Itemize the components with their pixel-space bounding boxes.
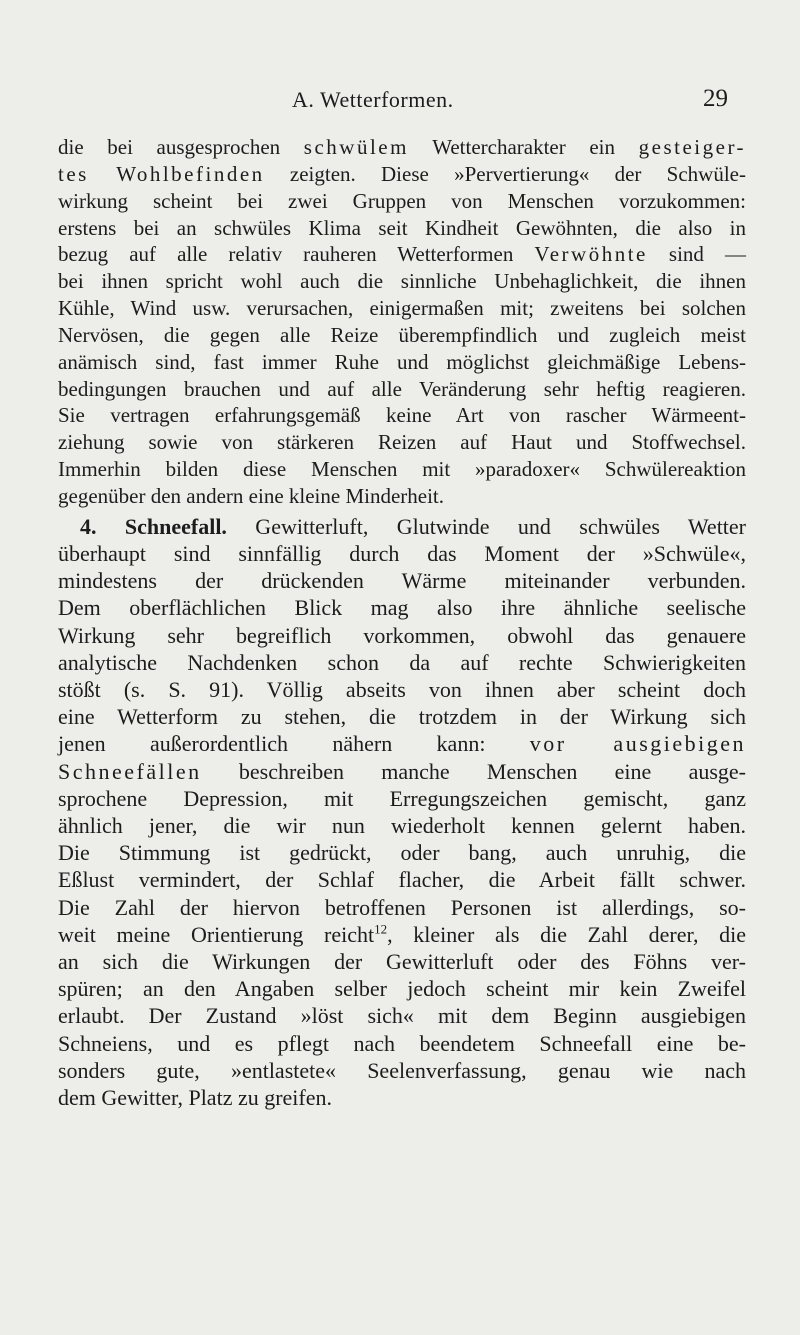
text-line: gegenüber den andern eine kleine Minderheit.	[58, 483, 445, 508]
text-line: bezug auf alle relativ rauheren Wetterformen Verwöhnte sind —	[58, 242, 746, 267]
paragraph-1	[58, 134, 746, 510]
text-line: eine Wetterform zu stehen, die trotzdem in der Wirkung sich	[58, 704, 746, 730]
text-line: sprochene Depression, mit Erregungszeichen gemischt, ganz	[58, 785, 746, 811]
text-line: spüren; an den Angaben selber jedoch scheint mir kein Zweifel	[58, 976, 746, 1002]
section-number: 4.	[80, 513, 97, 539]
spaced-emphasis: tes Wohlbefinden	[58, 161, 265, 186]
running-head	[0, 87, 800, 121]
text-line: anämisch sind, fast immer Ruhe und möglichst gleichmäßige Lebens-	[58, 349, 746, 374]
text-line: jenen außerordentlich nähern kann: vor ausgiebigen	[58, 731, 747, 757]
text-line: 4. Schneefall. Gewitterluft, Glutwinde und schwüles Wetter	[80, 513, 747, 539]
text-line: Die Zahl der hiervon betroffenen Personen ist allerdings, so-	[58, 894, 746, 920]
text-line: überhaupt sind sinnfällig durch das Moment der »Schwüle«,	[58, 541, 746, 567]
text-line: analytische Nachdenken schon da auf rechte Schwierigkeiten	[58, 649, 746, 675]
text-line: Schneefällen beschreiben manche Menschen eine ausge-	[58, 758, 746, 784]
spaced-emphasis: Schneefällen	[58, 758, 202, 784]
text-line: sonders gute, »entlastete« Seelenverfassung, genau wie nach	[58, 1057, 746, 1083]
text-line: erlaubt. Der Zustand »löst sich« mit dem Beginn ausgiebigen	[58, 1003, 746, 1029]
text-line: ziehung sowie von stärkeren Reizen auf Haut und Stoffwechsel.	[58, 430, 746, 455]
text-line: Die Stimmung ist gedrückt, oder bang, auch unruhig, die	[58, 840, 746, 866]
spaced-emphasis: schwülem	[303, 135, 409, 159]
text-line: Immerhin bilden diese Menschen mit »paradoxer« Schwülereaktion	[58, 457, 746, 482]
text-line: tes Wohlbefinden zeigten. Diese »Pervertierung« der Schwüle-	[58, 161, 746, 186]
text-line: weit meine Orientierung reicht$^{12}$, kleiner als die Zahl derer, die	[58, 921, 747, 947]
text-line: bedingungen brauchen und auf alle Veränderung sehr heftig reagieren.	[58, 376, 746, 401]
text-line: die bei ausgesprochen schwülem Wettercharakter ein gesteiger-	[58, 135, 747, 159]
spaced-emphasis: Verwöhnte	[534, 242, 648, 267]
text-line: dem Gewitter, Platz zu greifen.	[58, 1085, 333, 1111]
page-number: 29	[703, 85, 728, 112]
text-line: Eßlust vermindert, der Schlaf flacher, die Arbeit fällt schwer.	[58, 867, 746, 893]
text-line: erstens bei an schwüles Klima seit Kindheit Gewöhnten, die also in	[58, 215, 746, 240]
text-line: Nervösen, die gegen alle Reize überempfindlich und zugleich meist	[58, 322, 746, 347]
text-line: ähnlich jener, die wir nun wiederholt kennen gelernt haben.	[58, 813, 746, 839]
text-line: mindestens der drückenden Wärme miteinander verbunden.	[58, 568, 746, 594]
paragraph-2	[58, 513, 746, 1111]
spaced-emphasis: vor ausgiebigen	[529, 731, 747, 757]
text-line: an sich die Wirkungen der Gewitterluft oder des Föhns ver-	[58, 949, 746, 975]
text-line: stößt (s. S. 91). Völlig abseits von ihnen aber scheint doch	[58, 677, 746, 703]
text-line: Dem oberflächlichen Blick mag also ihre ähnliche seelische	[58, 595, 746, 621]
text-line: Schneiens, und es pflegt nach beendetem Schneefall eine be-	[58, 1030, 746, 1056]
section-heading: Schneefall.	[124, 513, 227, 539]
body-text	[58, 134, 746, 1111]
footnote-marker: 12	[374, 921, 388, 937]
text-line: bei ihnen spricht wohl auch die sinnliche Unbehaglichkeit, die ihnen	[58, 269, 746, 294]
text-line: wirkung scheint bei zwei Gruppen von Menschen vorzukommen:	[58, 188, 746, 213]
running-title: A. Wetterformen.	[292, 87, 454, 112]
text-line: Wirkung sehr begreiflich vorkommen, obwohl das genauere	[58, 622, 746, 648]
text-line: Kühle, Wind usw. verursachen, einigermaßen mit; zweitens bei solchen	[58, 296, 746, 321]
text-line: Sie vertragen erfahrungsgemäß keine Art von rascher Wärmeent-	[58, 403, 746, 428]
spaced-emphasis: gesteiger-	[638, 135, 747, 159]
